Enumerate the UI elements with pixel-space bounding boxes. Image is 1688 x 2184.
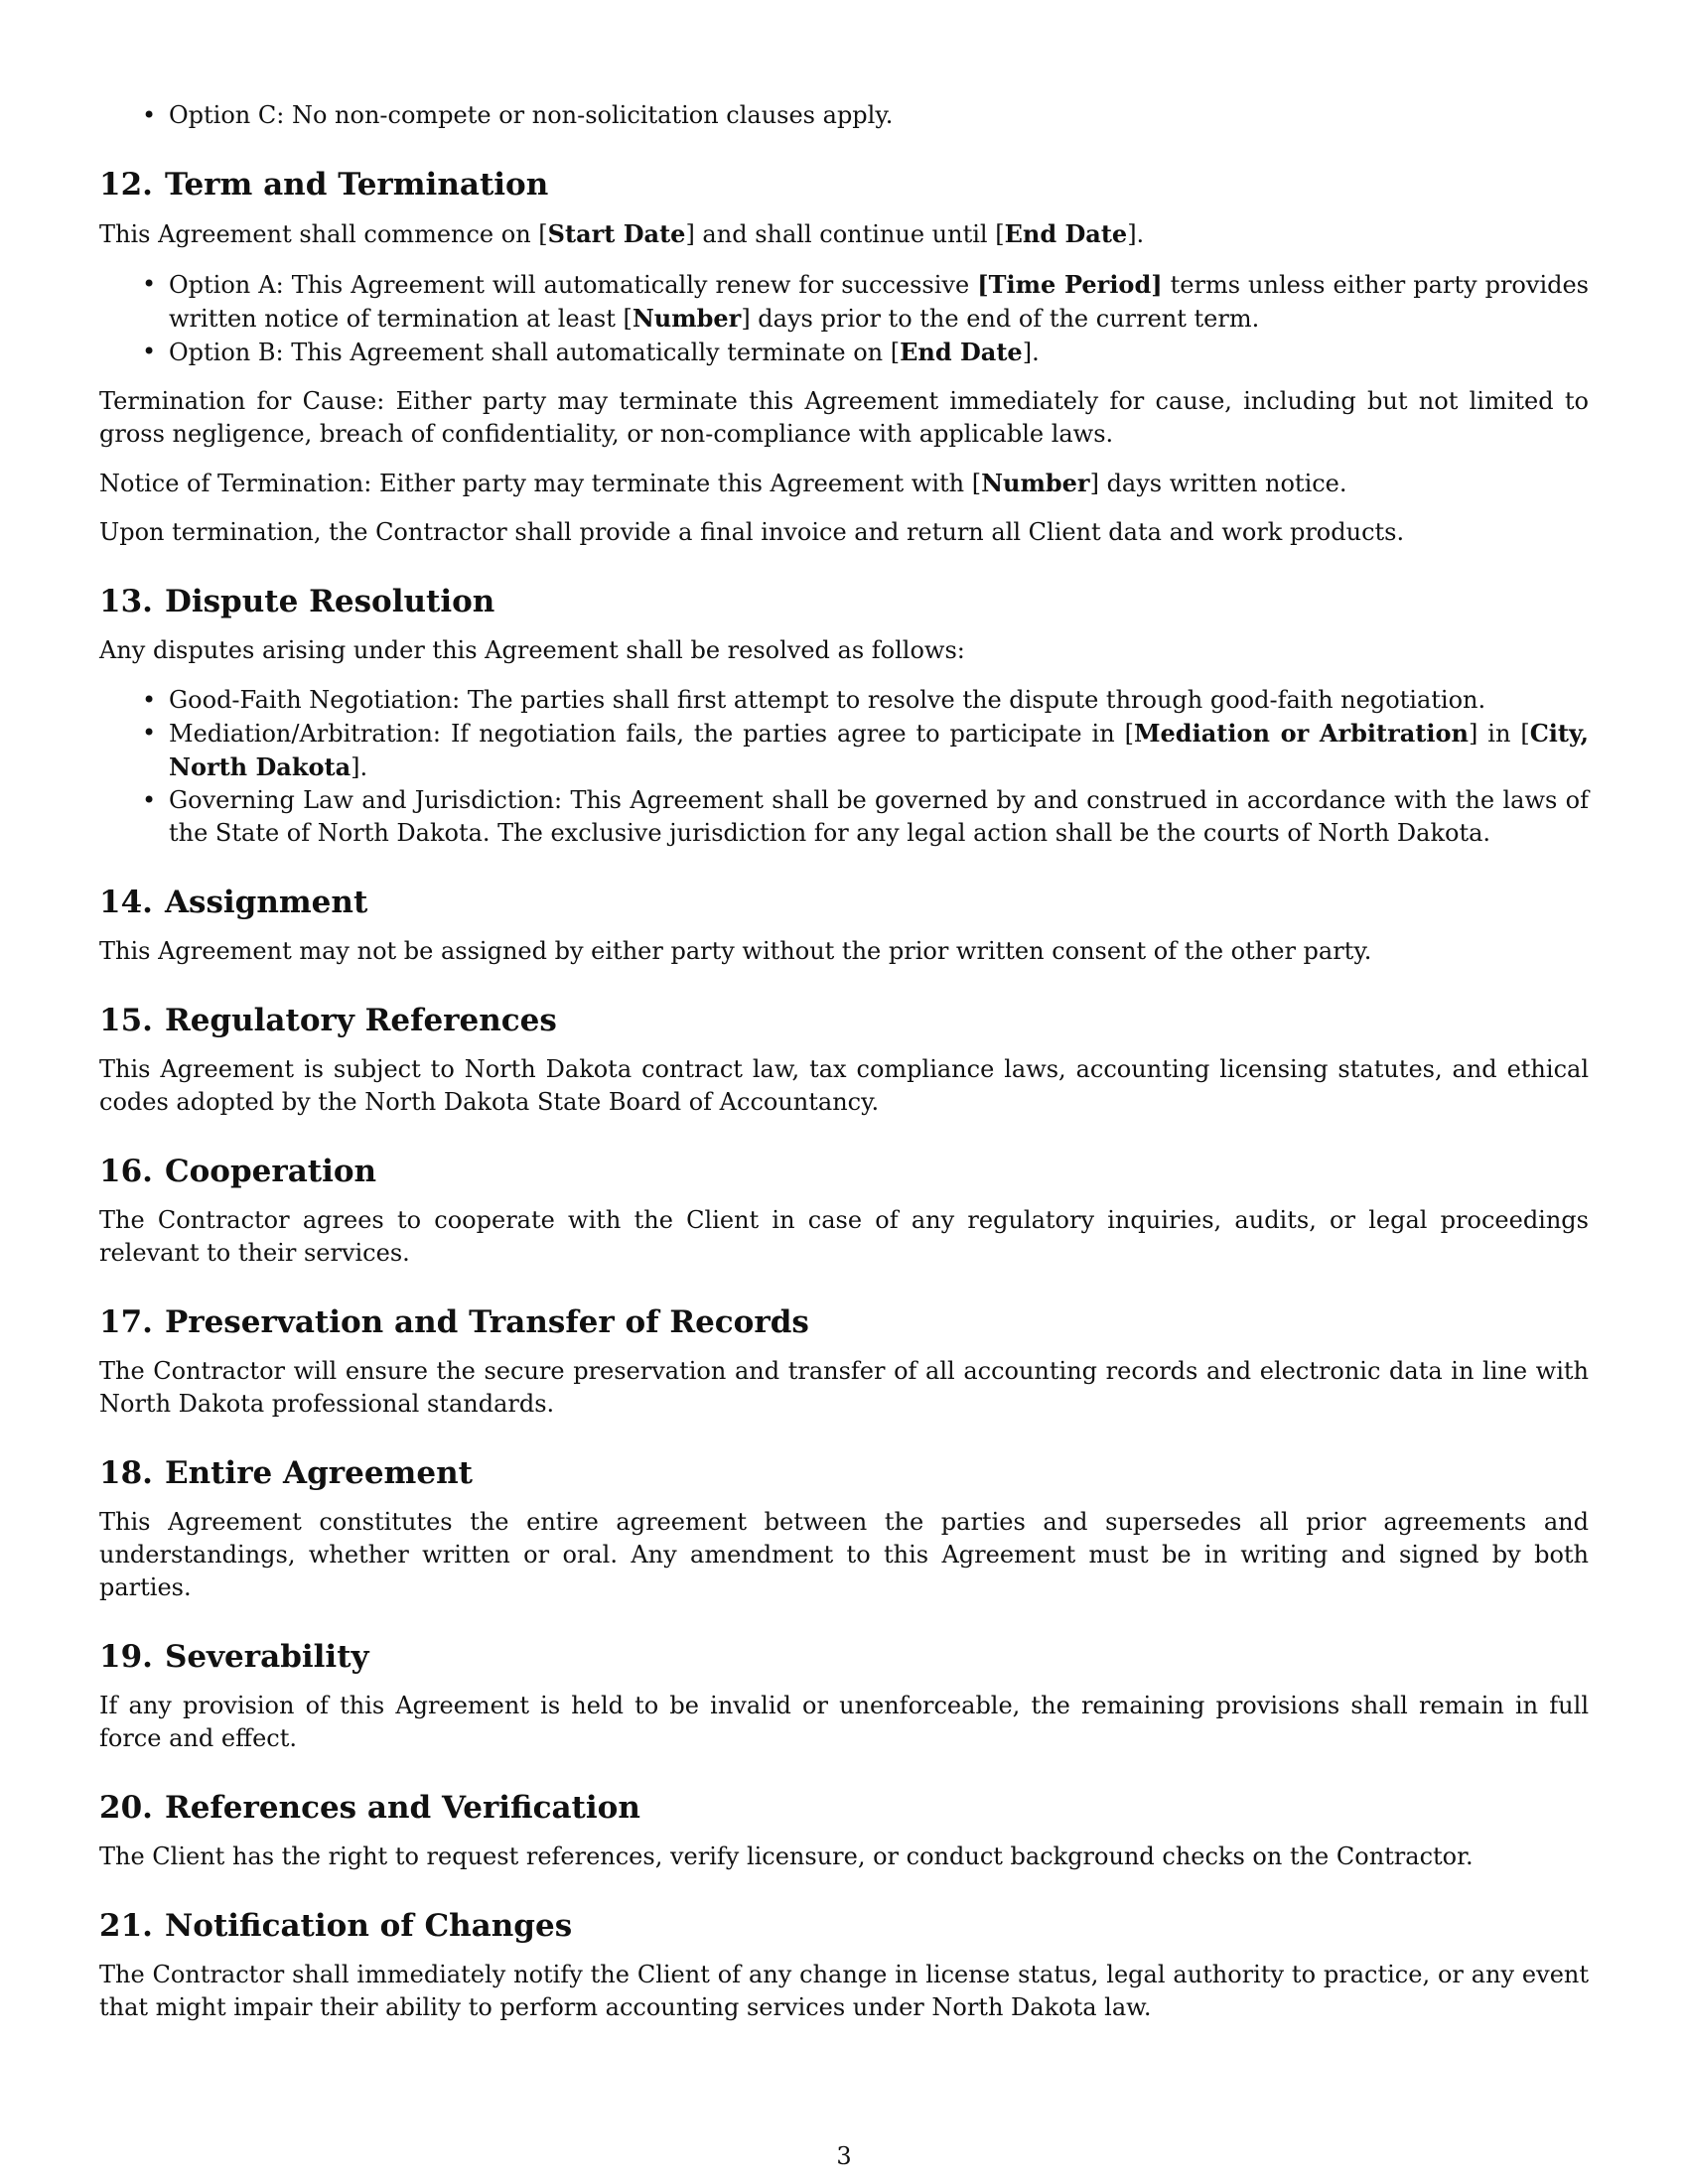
section-21 [99, 1907, 1589, 2024]
text-span: terms unless either party provides written notice of termination at least [ [169, 271, 1590, 333]
section-heading [99, 1002, 1589, 1039]
text-span: This Agreement shall commence on [ [99, 220, 548, 248]
placeholder-number: Number [981, 469, 1090, 497]
section-body: This Agreement is subject to North Dakota contract law, tax compliance laws, accounting licensing statutes, and ethical codes adopted by the North Dakota State Board of Accountancy. [99, 1055, 1589, 1116]
section-number: 19. [99, 1639, 153, 1675]
section-heading [99, 1153, 1589, 1190]
dispute-list [99, 684, 1589, 850]
section-body: The Contractor shall immediately notify the Client of any change in license status, legal authority to practice, or any event that might impair their ability to perform accounting services under North Dakota law. [99, 1961, 1589, 2021]
section-title: Severability [164, 1639, 369, 1675]
placeholder-mediation: Mediation or Arbitration [1133, 719, 1469, 748]
section-title: References and Verification [164, 1790, 640, 1826]
section-title: Preservation and Transfer of Records [164, 1304, 809, 1340]
section-number: 15. [99, 1003, 153, 1038]
section-title: Entire Agreement [164, 1455, 473, 1491]
section-body: This Agreement constitutes the entire agreement between the parties and supersedes all prior agreements and understandings, whether written or oral. Any amendment to this Agreement must be in writing and signed by both parties. [99, 1508, 1589, 1601]
section-body: This Agreement may not be assigned by either party without the prior written consent of the other party. [99, 937, 1372, 965]
text-span: Option A: This Agreement will automatically renew for successive [169, 271, 978, 299]
section-number: 18. [99, 1455, 153, 1491]
dispute-intro: Any disputes arising under this Agreement shall be resolved as follows: [99, 636, 965, 664]
text-span: ] days prior to the end of the current term. [741, 305, 1260, 333]
section-number: 12. [99, 167, 153, 203]
mediation-item [169, 717, 1589, 784]
text-span: Mediation/Arbitration: If negotiation fails, the parties agree to participate in [ [169, 720, 1134, 748]
section-body: The Client has the right to request references, verify licensure, or conduct background checks on the Contractor. [99, 1843, 1474, 1870]
option-c-item: • Option C: No non-compete or non-solicitation clauses apply. [169, 99, 1589, 132]
section-number: 17. [99, 1304, 153, 1340]
section-title: Dispute Resolution [164, 584, 495, 619]
section-heading [99, 166, 1589, 204]
section-heading [99, 1638, 1589, 1676]
section-19 [99, 1638, 1589, 1755]
text-span: ] days written notice. [1089, 470, 1347, 497]
option-a-item [169, 268, 1589, 336]
renewal-options-list [99, 268, 1589, 369]
negotiation-item: • Good-Faith Negotiation: The parties shall first attempt to resolve the dispute through good-faith negotiation. [169, 684, 1589, 717]
section-body: The Contractor agrees to cooperate with the Client in case of any regulatory inquiries, audits, or legal proceedings relevant to their services. [99, 1206, 1589, 1267]
option-list [99, 99, 1589, 132]
section-heading [99, 1303, 1589, 1341]
text-span: ] and shall continue until [ [685, 220, 1005, 248]
section-title: Regulatory References [164, 1003, 557, 1038]
section-number: 20. [99, 1790, 153, 1826]
section-title: Assignment [164, 885, 368, 920]
governing-law-item: • Governing Law and Jurisdiction: This Agreement shall be governed by and construed in accordance with the laws of the State of North Dakota. The exclusive jurisdiction for any legal action shall be the courts of North Dakota. [169, 784, 1589, 850]
text-span: ]. [351, 753, 368, 781]
placeholder-number: Number [632, 304, 742, 333]
section-15 [99, 1002, 1589, 1119]
text-span: Option B: This Agreement shall automatically terminate on [ [169, 339, 901, 366]
notice-of-termination [99, 467, 1589, 500]
section-number: 21. [99, 1908, 153, 1944]
text-span: ]. [1127, 220, 1145, 248]
section-number: 13. [99, 584, 153, 619]
section-number: 14. [99, 885, 153, 920]
section-heading [99, 583, 1589, 620]
placeholder-start-date: Start Date [547, 219, 686, 248]
page-content [99, 99, 1589, 2024]
section-heading [99, 1454, 1589, 1492]
section-heading [99, 1789, 1589, 1827]
section-20 [99, 1789, 1589, 1873]
section-14 [99, 884, 1589, 968]
section-16 [99, 1153, 1589, 1270]
placeholder-end-date: End Date [900, 338, 1023, 366]
term-paragraph [99, 217, 1589, 251]
section-18 [99, 1454, 1589, 1604]
termination-for-cause: Termination for Cause: Either party may terminate this Agreement immediately for cause, including but not limited to gross negligence, breach of confidentiality, or non-compliance with applicable laws. [99, 387, 1589, 448]
text-span: ]. [1022, 339, 1040, 366]
section-17 [99, 1303, 1589, 1421]
placeholder-end-date: End Date [1004, 219, 1128, 248]
section-heading [99, 1907, 1589, 1945]
placeholder-time-period: [Time Period] [977, 270, 1163, 299]
section-number: 16. [99, 1154, 153, 1189]
page-number: 3 [836, 2142, 852, 2170]
section-heading [99, 884, 1589, 921]
option-b-item [169, 336, 1589, 369]
section-title: Cooperation [164, 1154, 377, 1189]
section-title: Term and Termination [164, 167, 549, 203]
placeholder-city: City, North Dakota [169, 719, 1590, 781]
section-title: Notification of Changes [164, 1908, 573, 1944]
section-body: If any provision of this Agreement is held to be invalid or unenforceable, the remaining provisions shall remain in full force and effect. [99, 1692, 1589, 1752]
text-span: ] in [ [1468, 720, 1530, 748]
upon-termination: Upon termination, the Contractor shall provide a final invoice and return all Client data and work products. [99, 518, 1405, 546]
text-span: Notice of Termination: Either party may terminate this Agreement with [ [99, 470, 982, 497]
section-body: The Contractor will ensure the secure preservation and transfer of all accounting records and electronic data in line with North Dakota professional standards. [99, 1357, 1589, 1418]
